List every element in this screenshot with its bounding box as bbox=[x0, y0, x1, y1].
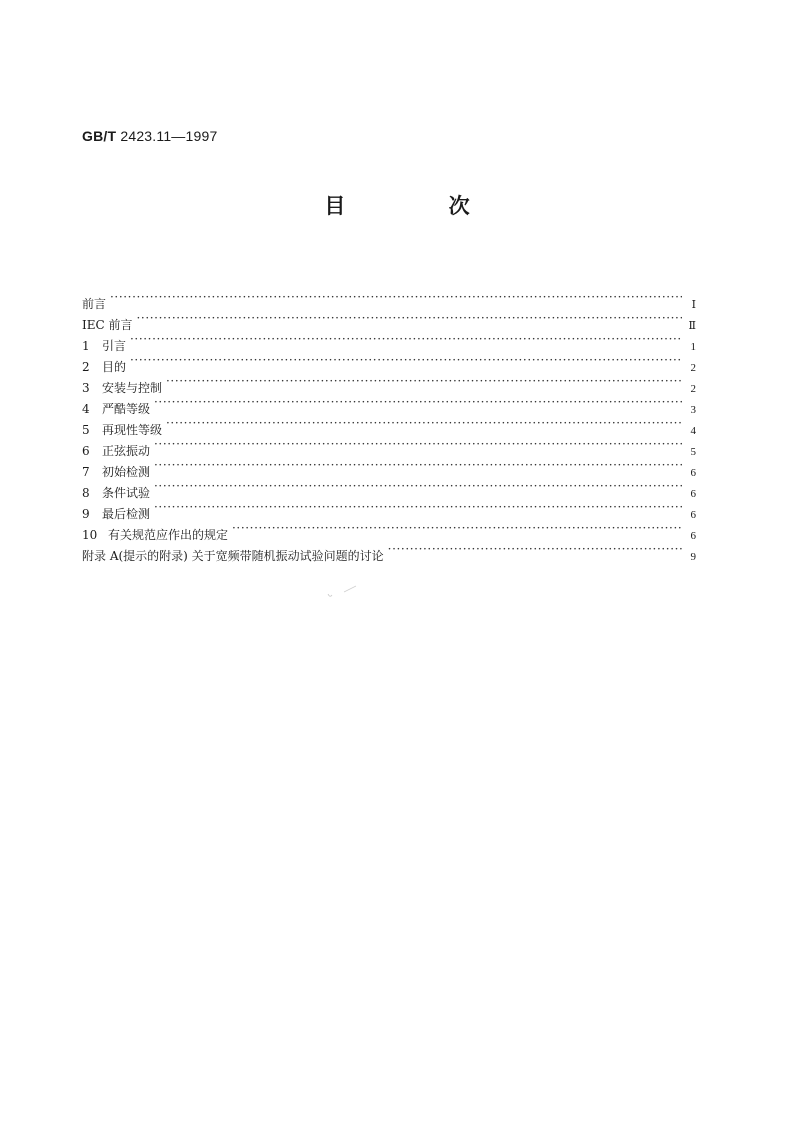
toc-entry-5[interactable] bbox=[82, 413, 696, 437]
toc-entry-iec-foreword[interactable] bbox=[82, 308, 696, 332]
table-of-contents bbox=[82, 287, 696, 563]
toc-entry-page: Ⅱ bbox=[688, 320, 696, 332]
toc-entry-7[interactable] bbox=[82, 455, 696, 479]
scan-artifact-mark bbox=[326, 582, 360, 600]
toc-entry-label: 有关规范应作出的规定 bbox=[108, 528, 229, 542]
toc-entry-3[interactable] bbox=[82, 371, 696, 395]
toc-entry-label: IEC 前言 bbox=[82, 318, 133, 332]
toc-entry-label: 安装与控制 bbox=[102, 381, 163, 395]
toc-entry-page: 3 bbox=[690, 404, 696, 416]
toc-leader-dots bbox=[154, 455, 682, 476]
toc-entry-number: 8 bbox=[82, 486, 90, 500]
toc-leader-dots bbox=[154, 497, 682, 518]
toc-leader-dots bbox=[166, 371, 682, 392]
toc-entry-number: 4 bbox=[82, 402, 90, 416]
toc-entry-2[interactable] bbox=[82, 350, 696, 374]
toc-entry-label: 再现性等级 bbox=[102, 423, 163, 437]
toc-entry-page: 5 bbox=[690, 446, 696, 458]
toc-entry-label: 正弦振动 bbox=[102, 444, 151, 458]
toc-entry-label: 前言 bbox=[82, 297, 107, 311]
toc-title: 目 次 bbox=[324, 194, 518, 218]
toc-leader-dots bbox=[130, 329, 682, 350]
toc-leader-dots bbox=[137, 308, 683, 329]
toc-entry-label: 最后检测 bbox=[102, 507, 151, 521]
toc-entry-page: 6 bbox=[690, 488, 696, 500]
document-code-prefix: GB/T bbox=[82, 128, 117, 144]
toc-entry-label: 初始检测 bbox=[102, 465, 151, 479]
toc-entry-page: 9 bbox=[690, 551, 696, 563]
toc-entry-page: 2 bbox=[690, 362, 696, 374]
document-code bbox=[82, 128, 217, 144]
toc-entry-number: 7 bbox=[82, 465, 90, 479]
toc-entry-number: 9 bbox=[82, 507, 90, 521]
toc-entry-number: 10 bbox=[82, 528, 98, 542]
toc-leader-dots bbox=[110, 287, 682, 308]
toc-entry-number: 1 bbox=[82, 339, 90, 353]
toc-entry-page: 6 bbox=[690, 467, 696, 479]
toc-entry-label: 附录 A(提示的附录) 关于宽频带随机振动试验问题的讨论 bbox=[82, 549, 384, 563]
toc-entry-9[interactable] bbox=[82, 497, 696, 521]
toc-entry-number: 5 bbox=[82, 423, 90, 437]
toc-entry-foreword[interactable] bbox=[82, 287, 696, 311]
toc-entry-6[interactable] bbox=[82, 434, 696, 458]
toc-leader-dots bbox=[166, 413, 682, 434]
toc-entry-number: 6 bbox=[82, 444, 90, 458]
toc-entry-label: 条件试验 bbox=[102, 486, 151, 500]
toc-entry-page: 4 bbox=[690, 425, 696, 437]
toc-entry-number: 3 bbox=[82, 381, 90, 395]
toc-entry-label: 引言 bbox=[102, 339, 127, 353]
toc-entry-10[interactable] bbox=[82, 518, 696, 542]
toc-entry-1[interactable] bbox=[82, 329, 696, 353]
toc-entry-page: 2 bbox=[690, 383, 696, 395]
toc-leader-dots bbox=[232, 518, 682, 539]
toc-leader-dots bbox=[154, 434, 682, 455]
toc-entry-page: Ⅰ bbox=[691, 299, 696, 311]
toc-entry-page: 6 bbox=[690, 509, 696, 521]
toc-leader-dots bbox=[154, 476, 682, 497]
toc-entry-number: 2 bbox=[82, 360, 90, 374]
toc-entry-page: 6 bbox=[690, 530, 696, 542]
toc-leader-dots bbox=[130, 350, 682, 371]
toc-entry-8[interactable] bbox=[82, 476, 696, 500]
toc-entry-label: 严酷等级 bbox=[102, 402, 151, 416]
toc-leader-dots bbox=[388, 539, 682, 560]
document-code-number: 2423.11—1997 bbox=[120, 128, 218, 144]
toc-entry-label: 目的 bbox=[102, 360, 127, 374]
toc-entry-page: 1 bbox=[690, 341, 696, 353]
toc-entry-4[interactable] bbox=[82, 392, 696, 416]
toc-leader-dots bbox=[154, 392, 682, 413]
